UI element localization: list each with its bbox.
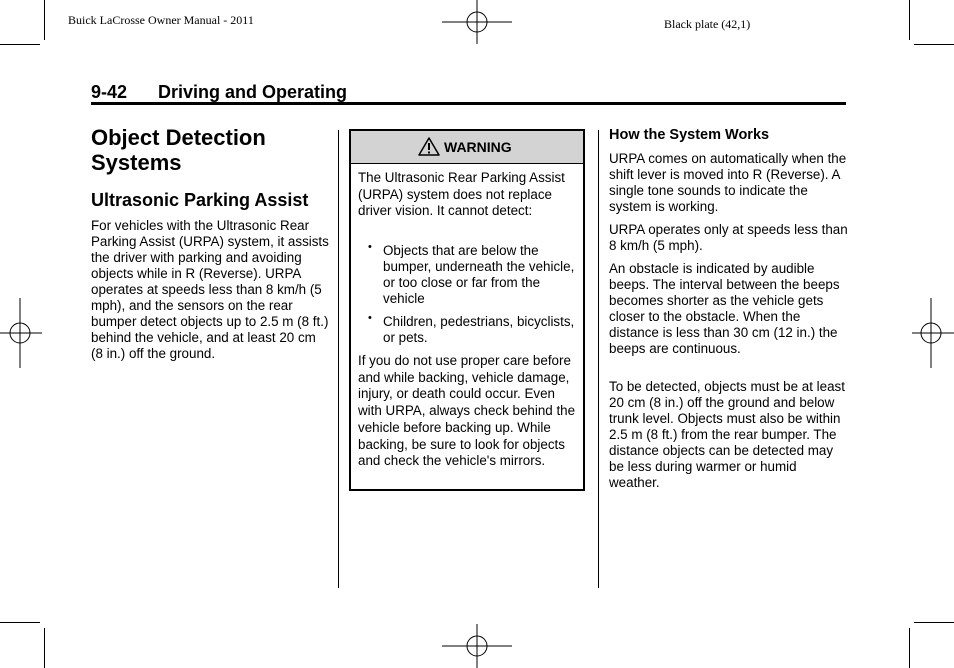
system-heading: How the System Works <box>609 127 770 143</box>
section-rule <box>91 102 846 105</box>
body-paragraph: URPA operates only at speeds less than 8 km/h (5 mph). <box>609 222 848 253</box>
intro-paragraph: For vehicles with the Ultrasonic Rear Parking Assist (URPA) system, it assists the driver with parking and avoiding objects while in R (Reverse). URPA operates at speeds less than 8 km/h (5 mph), and the sensors on the rear bumper detect objects up to 2.5 m (8 ft.) behind the vehicle, and at least 20 cm (8 in.) off the ground. <box>91 218 329 361</box>
page-number: 9-42 <box>91 82 128 102</box>
warning-box <box>349 129 585 491</box>
bullet-marker: • <box>368 241 372 253</box>
warning-closing: If you do not use proper care before and while backing, vehicle damage, injury, or death could occur. Even with URPA, always check behind the vehicle before backing up. While backing, be sure to look for objects and check the vehicle's mirrors. <box>358 353 576 469</box>
bullet-marker: • <box>368 312 372 324</box>
column-divider <box>598 130 599 588</box>
manual-title: Buick LaCrosse Owner Manual - 2011 <box>68 13 254 27</box>
warning-bullet: Children, pedestrians, bicyclists, or pets. <box>383 314 575 345</box>
warning-bullet: Objects that are below the bumper, underneath the vehicle, or too close or far from the vehicle <box>383 243 575 306</box>
column-divider <box>338 130 339 588</box>
registration-mark-top <box>440 0 514 46</box>
warning-label: WARNING <box>444 139 512 155</box>
registration-mark-bottom <box>440 624 514 668</box>
plate-label: Black plate (42,1) <box>664 17 751 31</box>
warning-header <box>351 131 583 164</box>
subheading: Ultrasonic Parking Assist <box>91 190 309 210</box>
warning-intro: The Ultrasonic Rear Parking Assist (URPA) system does not replace driver vision. It cannot detect: <box>358 170 565 218</box>
page-heading: Object Detection Systems <box>91 125 266 175</box>
registration-mark-right <box>910 296 954 370</box>
body-paragraph: An obstacle is indicated by audible beeps. The interval between the beeps becomes shorter as the vehicle gets closer to the obstacle. When the distance is less than 30 cm (12 in.) the beeps are continuous. <box>609 261 840 356</box>
warning-triangle-icon <box>418 137 440 156</box>
section-title: Driving and Operating <box>158 82 348 102</box>
body-paragraph: URPA comes on automatically when the shift lever is moved into R (Reverse). A single tone sounds to indicate the system is working. <box>609 151 847 214</box>
registration-mark-left <box>0 296 44 370</box>
body-paragraph: To be detected, objects must be at least 20 cm (8 in.) off the ground and below trunk level. Objects must also be within 2.5 m (8 ft.) from the rear bumper. The distance objects can be detected may be less during warmer or humid weather. <box>609 379 845 490</box>
